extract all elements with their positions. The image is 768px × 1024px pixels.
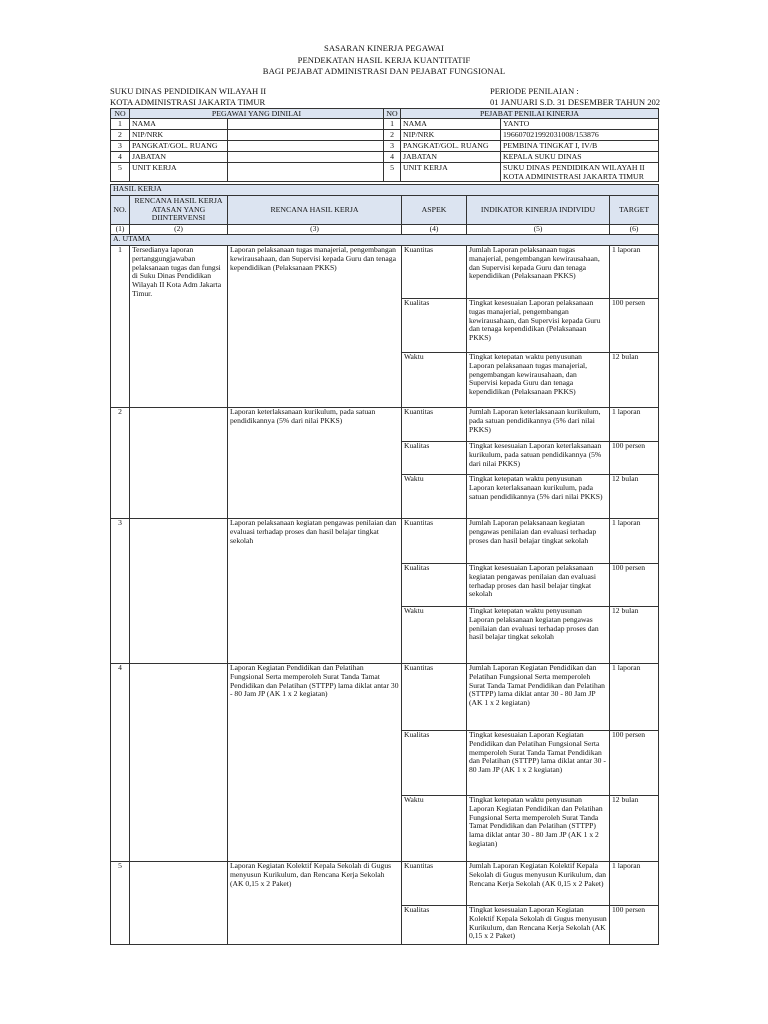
indikator-cell: Jumlah Laporan pelaksanaan tugas manajerial, pengembangan kewirausahaan, dan Supervisi kepada Guru dan tenaga kependidikan (Pelaksanaan PKKS) (467, 246, 610, 299)
col-header-indikator: INDIKATOR KINERJA INDIVIDU (467, 196, 610, 225)
pegawai-field-label: UNIT KERJA (130, 163, 228, 182)
item-number: 4 (111, 664, 130, 862)
indikator-cell: Tingkat kesesuaian Laporan Kegiatan Kolektif Kepala Sekolah di Gugus menyusun Kurikulum, dan Rencana Kerja Sekolah (AK 0,15 x 2 Paket) (467, 906, 610, 945)
utama-label: A. UTAMA (111, 235, 659, 246)
pegawai-field-value (228, 119, 384, 130)
unit-line-2: KOTA ADMINISTRASI JAKARTA TIMUR (110, 96, 266, 107)
indikator-cell: Tingkat ketepatan waktu penyusunan Laporan Kegiatan Pendidikan dan Pelatihan Fungsional Serta memperoleh Surat Tanda Tamat Pendidikan dan Pelatihan (STTPP) lama diklat antar 30 - 80 Jam JP (AK 1 x 2 kegiatan) (467, 796, 610, 862)
penilai-field-label: UNIT KERJA (401, 163, 501, 182)
rencana-atasan-cell (130, 862, 228, 945)
header-no-2: NO (384, 109, 401, 119)
item-number: 1 (111, 246, 130, 408)
aspek-cell: Waktu (402, 475, 467, 519)
aspek-cell: Kualitas (402, 564, 467, 607)
pegawai-field-value (228, 141, 384, 152)
aspek-cell: Kuantitas (402, 519, 467, 564)
col-number-6: (6) (610, 225, 659, 235)
pegawai-row (111, 152, 659, 163)
col-header-no: NO. (111, 196, 130, 225)
column-number-row (111, 225, 659, 235)
rencana-hasil-kerja-cell: Laporan pelaksanaan tugas manajerial, pengembangan kewirausahaan, dan Supervisi kepada Guru dan tenaga kependidikan (Pelaksanaan PKKS) (228, 246, 402, 408)
penilai-field-label: NIP/NRK (401, 130, 501, 141)
unit-info (110, 86, 266, 107)
indikator-cell: Tingkat kesesuaian Laporan Kegiatan Pendidikan dan Pelatihan Fungsional Serta memperoleh Surat Tanda Tamat Pendidikan dan Pelatihan (STTPP) lama diklat antar 30 - 80 Jam JP (AK 1 x 2 kegiatan) (467, 731, 610, 796)
target-cell: 1 laporan (610, 862, 659, 906)
aspek-cell: Kualitas (402, 906, 467, 945)
header-pegawai-dinilai: PEGAWAI YANG DINILAI (130, 109, 384, 119)
indikator-cell: Tingkat kesesuaian Laporan pelaksanaan kegiatan pengawas penilaian dan evaluasi terhadap proses dan hasil belajar tingkat sekolah (467, 564, 610, 607)
penilai-row-no: 5 (384, 163, 401, 182)
pegawai-row (111, 141, 659, 152)
hasil-kerja-table (110, 184, 659, 945)
penilai-field-label: JABATAN (401, 152, 501, 163)
hasil-kerja-column-header (111, 196, 659, 225)
penilai-field-label: PANGKAT/GOL. RUANG (401, 141, 501, 152)
target-cell: 12 bulan (610, 607, 659, 664)
indikator-cell: Tingkat ketepatan waktu penyusunan Laporan keterlaksanaan kurikulum, pada satuan pendidikannya (5% dari nilai PKKS) (467, 475, 610, 519)
col-header-rencana-atasan: RENCANA HASIL KERJA ATASAN YANG DIINTERVENSI (130, 196, 228, 225)
pegawai-row-no: 5 (111, 163, 130, 182)
pegawai-row (111, 119, 659, 130)
aspek-cell: Kuantitas (402, 862, 467, 906)
rencana-hasil-kerja-cell: Laporan Kegiatan Pendidikan dan Pelatihan Fungsional Serta memperoleh Surat Tanda Tamat Pendidikan dan Pelatihan (STTPP) lama diklat antar 30 - 80 Jam JP (AK 1 x 2 kegiatan) (228, 664, 402, 862)
pegawai-field-label: PANGKAT/GOL. RUANG (130, 141, 228, 152)
pegawai-field-value (228, 163, 384, 182)
indikator-cell: Tingkat ketepatan waktu penyusunan Laporan pelaksanaan tugas manajerial, pengembangan kewirausahaan, dan Supervisi kepada Guru dan tenaga kependidikan (Pelaksanaan PKKS) (467, 353, 610, 408)
penilai-field-value: SUKU DINAS PENDIDIKAN WILAYAH II KOTA ADMINISTRASI JAKARTA TIMUR (501, 163, 659, 182)
pegawai-field-value (228, 152, 384, 163)
hasil-kerja-row (111, 862, 659, 906)
header-pejabat-penilai: PEJABAT PENILAI KINERJA (401, 109, 659, 119)
rencana-atasan-cell (130, 664, 228, 862)
periode-value: 01 JANUARI S.D. 31 DESEMBER TAHUN 202 (490, 96, 661, 107)
pegawai-row-no: 2 (111, 130, 130, 141)
utama-section-row (111, 235, 659, 246)
rencana-atasan-cell: Tersedianya laporan pertanggungjawaban pelaksanaan tugas dan fungsi di Suku Dinas Pendidikan Wilayah II Kota Adm Jakarta Timur. (130, 246, 228, 408)
penilai-row-no: 4 (384, 152, 401, 163)
indikator-cell: Tingkat kesesuaian Laporan keterlaksanaan kurikulum, pada satuan pendidikannya (5% dari nilai PKKS) (467, 442, 610, 475)
target-cell: 100 persen (610, 442, 659, 475)
target-cell: 100 persen (610, 564, 659, 607)
pegawai-row (111, 130, 659, 141)
penilai-row-no: 1 (384, 119, 401, 130)
item-number: 5 (111, 862, 130, 945)
aspek-cell: Kuantitas (402, 246, 467, 299)
aspek-cell: Waktu (402, 796, 467, 862)
aspek-cell: Kualitas (402, 731, 467, 796)
indikator-cell: Jumlah Laporan keterlaksanaan kurikulum, pada satuan pendidikannya (5% dari nilai PKKS) (467, 408, 610, 442)
aspek-cell: Kualitas (402, 442, 467, 475)
rencana-atasan-cell (130, 408, 228, 519)
document-titles (0, 43, 768, 78)
pegawai-row-no: 1 (111, 119, 130, 130)
pegawai-table-header (111, 109, 659, 119)
pegawai-table (110, 108, 659, 182)
penilai-field-value: 196607021992031008/153876 (501, 130, 659, 141)
pegawai-field-label: JABATAN (130, 152, 228, 163)
pegawai-field-label: NAMA (130, 119, 228, 130)
col-header-aspek: ASPEK (402, 196, 467, 225)
pegawai-row-no: 3 (111, 141, 130, 152)
aspek-cell: Waktu (402, 607, 467, 664)
indikator-cell: Jumlah Laporan Kegiatan Kolektif Kepala Sekolah di Gugus menyusun Kurikulum, dan Rencana Kerja Sekolah (AK 0,15 x 2 Paket) (467, 862, 610, 906)
aspek-cell: Kualitas (402, 299, 467, 353)
hasil-kerja-row (111, 664, 659, 731)
penilai-field-value: PEMBINA TINGKAT I, IV/B (501, 141, 659, 152)
pegawai-row (111, 163, 659, 182)
indikator-cell: Jumlah Laporan Kegiatan Pendidikan dan Pelatihan Fungsional Serta memperoleh Surat Tanda Tamat Pendidikan dan Pelatihan (STTPP) lama diklat antar 30 - 80 Jam JP (AK 1 x 2 kegiatan) (467, 664, 610, 731)
rencana-hasil-kerja-cell: Laporan pelaksanaan kegiatan pengawas penilaian dan evaluasi terhadap proses dan hasil belajar tingkat sekolah (228, 519, 402, 664)
title-line-1: SASARAN KINERJA PEGAWAI (323, 43, 445, 53)
target-cell: 100 persen (610, 731, 659, 796)
periode-info (490, 86, 660, 107)
col-number-2: (2) (130, 225, 228, 235)
hasil-kerja-row (111, 519, 659, 564)
hasil-kerja-section-row (111, 185, 659, 196)
rencana-atasan-cell (130, 519, 228, 664)
item-number: 2 (111, 408, 130, 519)
target-cell: 1 laporan (610, 519, 659, 564)
rencana-hasil-kerja-cell: Laporan Kegiatan Kolektif Kepala Sekolah di Gugus menyusun Kurikulum, dan Rencana Kerja Sekolah (AK 0,15 x 2 Paket) (228, 862, 402, 945)
indikator-cell: Tingkat kesesuaian Laporan pelaksanaan tugas manajerial, pengembangan kewirausahaan, dan Supervisi kepada Guru dan tenaga kependidikan (Pelaksanaan PKKS) (467, 299, 610, 353)
col-number-4: (4) (402, 225, 467, 235)
penilai-row-no: 2 (384, 130, 401, 141)
hasil-kerja-row (111, 408, 659, 442)
target-cell: 1 laporan (610, 664, 659, 731)
rencana-hasil-kerja-cell: Laporan keterlaksanaan kurikulum, pada satuan pendidikannya (5% dari nilai PKKS) (228, 408, 402, 519)
pegawai-field-label: NIP/NRK (130, 130, 228, 141)
indikator-cell: Tingkat ketepatan waktu penyusunan Laporan pelaksanaan kegiatan pengawas penilaian dan evaluasi terhadap proses dan hasil belajar tingkat sekolah (467, 607, 610, 664)
target-cell: 12 bulan (610, 475, 659, 519)
col-number-3: (3) (228, 225, 402, 235)
aspek-cell: Kuantitas (402, 408, 467, 442)
pegawai-row-no: 4 (111, 152, 130, 163)
title-line-2: PENDEKATAN HASIL KERJA KUANTITATIF (297, 54, 471, 65)
pegawai-field-value (228, 130, 384, 141)
unit-line-1: SUKU DINAS PENDIDIKAN WILAYAH II (110, 86, 267, 96)
target-cell: 1 laporan (610, 246, 659, 299)
target-cell: 1 laporan (610, 408, 659, 442)
penilai-field-value: YANTO (501, 119, 659, 130)
col-number-1: (1) (111, 225, 130, 235)
aspek-cell: Waktu (402, 353, 467, 408)
hasil-kerja-label: HASIL KERJA (111, 185, 659, 196)
item-number: 3 (111, 519, 130, 664)
penilai-field-label: NAMA (401, 119, 501, 130)
target-cell: 100 persen (610, 299, 659, 353)
aspek-cell: Kuantitas (402, 664, 467, 731)
col-header-target: TARGET (610, 196, 659, 225)
hasil-kerja-row (111, 246, 659, 299)
periode-label: PERIODE PENILAIAN : (490, 86, 579, 96)
header-no: NO (111, 109, 130, 119)
target-cell: 100 persen (610, 906, 659, 945)
penilai-row-no: 3 (384, 141, 401, 152)
target-cell: 12 bulan (610, 796, 659, 862)
title-line-3: BAGI PEJABAT ADMINISTRASI DAN PEJABAT FUNGSIONAL (262, 66, 506, 76)
indikator-cell: Jumlah Laporan pelaksanaan kegiatan pengawas penilaian dan evaluasi terhadap proses dan hasil belajar tingkat sekolah (467, 519, 610, 564)
col-header-rencana: RENCANA HASIL KERJA (228, 196, 402, 225)
penilai-field-value: KEPALA SUKU DINAS (501, 152, 659, 163)
col-number-5: (5) (467, 225, 610, 235)
target-cell: 12 bulan (610, 353, 659, 408)
